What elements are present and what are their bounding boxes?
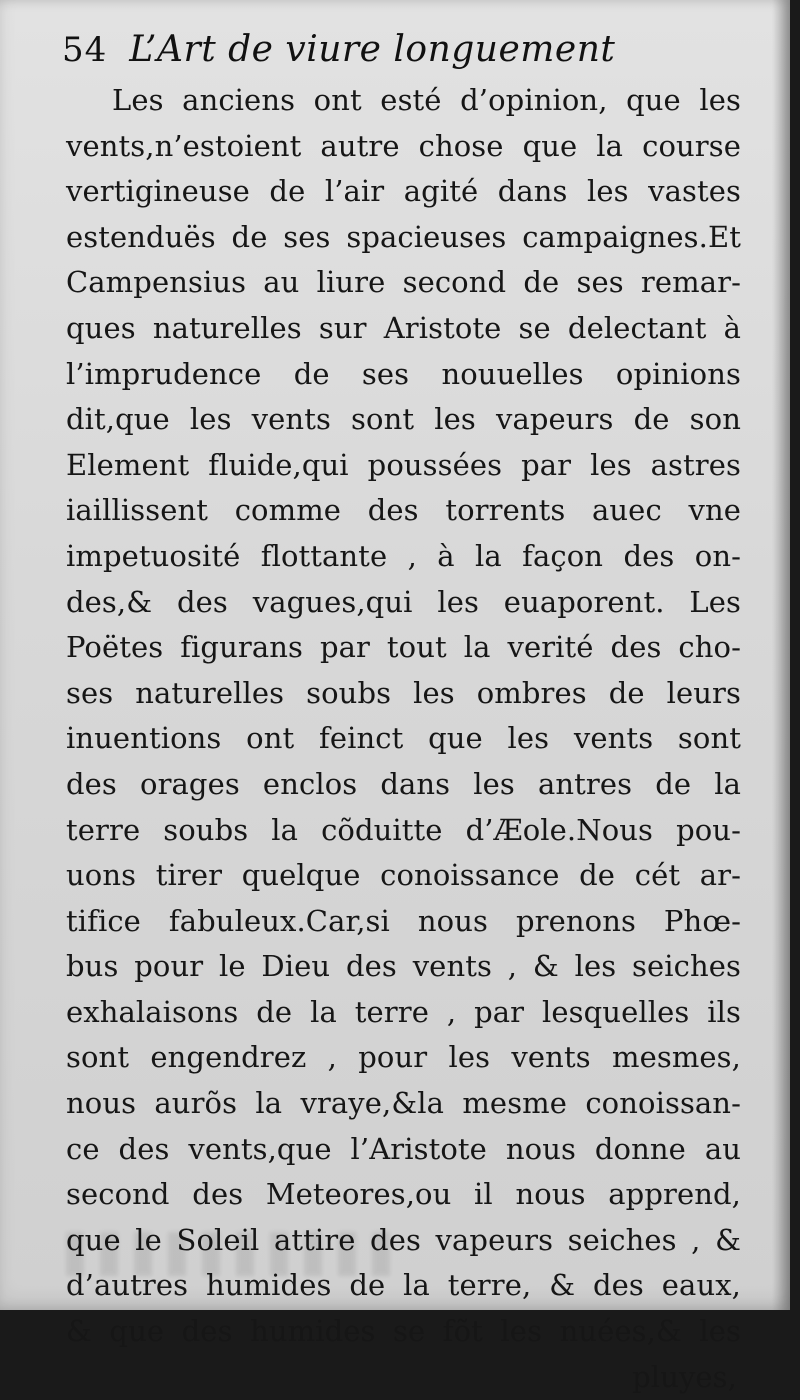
page-number: 54 [62, 30, 108, 70]
catchword: pluyes, [632, 1359, 737, 1394]
text-line: des orages enclos dans les antres de la [66, 766, 741, 801]
text-line: ce des vents,que l’Aristote nous donne au [66, 1131, 741, 1166]
text-line: nous aurõs la vraye,&la mesme conoissan- [66, 1086, 741, 1121]
text-line: Les anciens ont esté d’opinion, que les [112, 83, 741, 117]
text-line: l’imprudence de ses nouuelles opinions [66, 356, 741, 391]
text-line: tifice fabuleux.Car,si nous prenons Phœ- [66, 903, 741, 938]
text-line: iaillissent comme des torrents auec vne [66, 493, 741, 528]
text-line: d’autres humides de la terre, & des eaux, [66, 1268, 741, 1303]
text-line: sont engendrez , pour les vents mesmes, [66, 1040, 741, 1075]
text-line: second des Meteores,ou il nous apprend, [66, 1177, 741, 1212]
text-line: que le Soleil attire des vapeurs seiches , & [66, 1222, 741, 1257]
text-line: des,& des vagues,qui les euaporent. Les [66, 584, 741, 619]
text-line: uons tirer quelque conoissance de cét ar- [66, 858, 741, 893]
page-spine-shadow [772, 0, 790, 1310]
text-line: & que des humides se fõt les nuées,& les [66, 1314, 741, 1349]
text-line: ques naturelles sur Aristote se delectant à [66, 310, 741, 345]
main-text-block [66, 78, 741, 1400]
text-line: exhalaisons de la terre , par lesquelles ils [66, 994, 741, 1029]
text-line: Poëtes figurans par tout la verité des cho- [66, 630, 741, 665]
text-line: Element fluide,qui poussées par les astres [66, 447, 741, 482]
text-line: inuentions ont feinct que les vents sont [66, 721, 741, 756]
text-line: estenduës de ses spacieuses campaignes.Et [66, 219, 741, 254]
text-line: vents,n’estoient autre chose que la course [66, 128, 741, 163]
ink-bleed-through [66, 1232, 396, 1276]
text-line: vertigineuse de l’air agité dans les vastes [66, 174, 741, 209]
text-line: dit,que les vents sont les vapeurs de son [66, 402, 741, 437]
text-line: ses naturelles soubs les ombres de leurs [66, 675, 741, 710]
text-line: terre soubs la cõduitte d’Æole.Nous pou- [66, 812, 741, 847]
page-header [62, 20, 762, 80]
text-line: impetuosité flottante , à la façon des on- [66, 538, 741, 573]
text-line: Campensius au liure second de ses remar- [66, 265, 741, 300]
text-line: bus pour le Dieu des vents , & les seiches [66, 949, 741, 984]
running-title: L’Art de viure longuement [129, 29, 616, 70]
